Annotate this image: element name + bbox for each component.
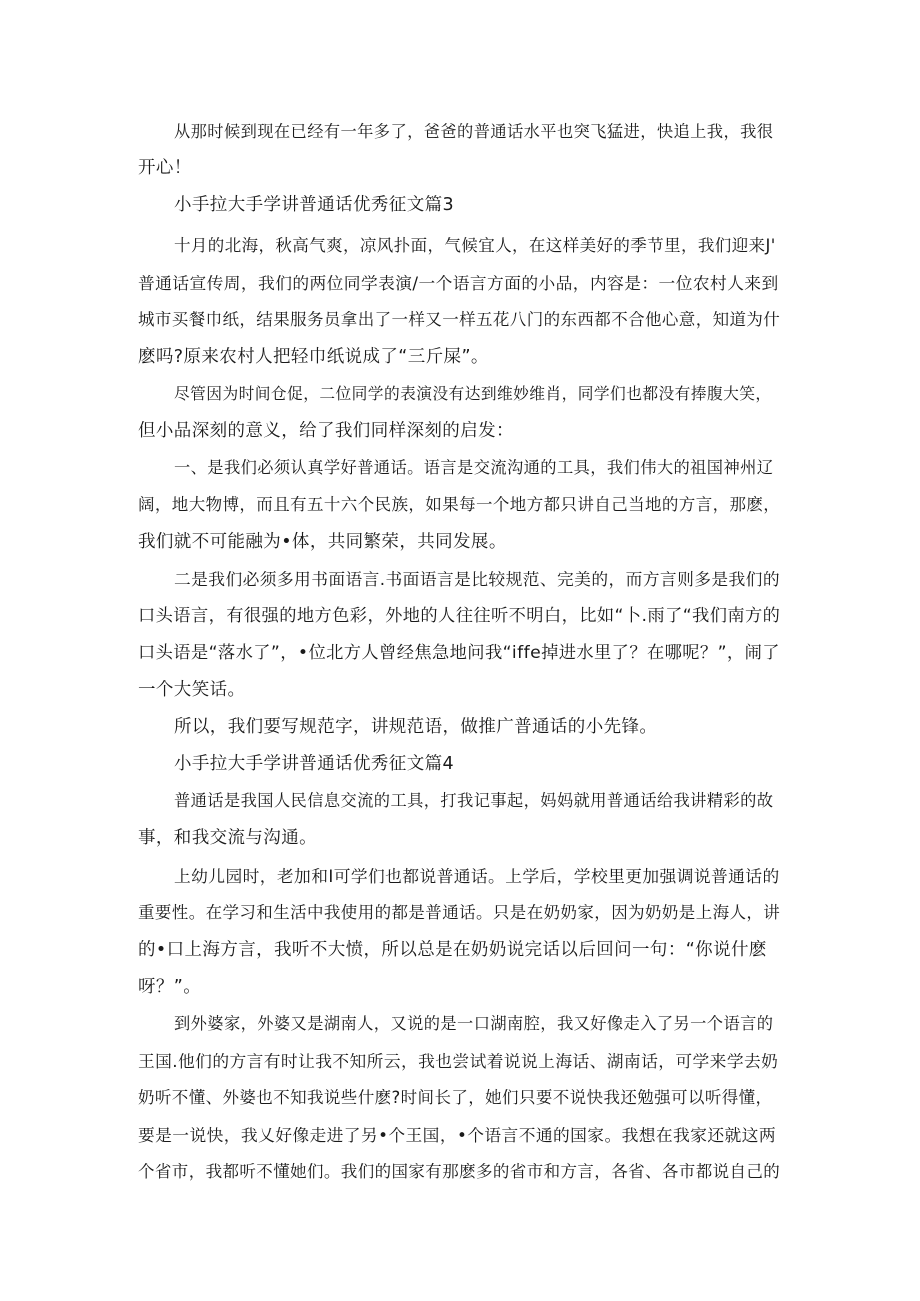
text-line: 普通话宣传周，我们的两位同学表演/一个语言方面的小品，内容是：一位农村人来到 — [138, 273, 779, 293]
text-line: 到外婆家，外婆又是湖南人，又说的是一口湖南腔，我又好像走入了另一个语言的 — [174, 1014, 774, 1033]
text-line: 但小品深刻的意义，给了我们同样深刻的启发： — [138, 421, 514, 441]
text-line: 一个大笑话。 — [138, 680, 246, 700]
text-line: 麽吗?原来农村人把轻巾纸说成了“三斤屎”。 — [138, 347, 489, 367]
section-heading: 小手拉大手学讲普通话优秀征文篇3 — [174, 195, 455, 215]
text-line: 城市买餐巾纸，结果服务员拿出了一样又一样五花八门的东西都不合他心意，知道为什 — [138, 310, 781, 329]
text-line: 所以，我们要写规范字，讲规范语，做推广普通话的小先锋。 — [174, 717, 658, 737]
text-line: 口头语是“落水了”，•位北方人曾经焦急地问我“iffe掉进水里了？在哪呢？”，闹了 — [138, 643, 780, 663]
text-line: 重要性。在学习和生活中我使用的都是普通话。只是在奶奶家，因为奶奶是上海人，讲 — [138, 903, 781, 922]
text-line: 二是我们必须多用书面语言.书面语言是比较规范、完美的，而方言则多是我们的 — [174, 569, 780, 589]
section-heading: 小手拉大手学讲普通话优秀征文篇4 — [174, 754, 455, 774]
text-line: 个省市，我都听不懂她们。我们的国家有那麽多的省市和方言，各省、各市都说自己的 — [138, 1162, 781, 1181]
text-line: 口头语言，有很强的地方色彩，外地的人往往听不明白，比如“卜.雨了“我们南方的 — [138, 606, 781, 626]
text-line: 的•口上海方言，我听不大愤，所以总是在奶奶说完话以后回问一句：“你说什麽 — [138, 940, 767, 960]
text-line: 十月的北海，秋高气爽，凉风扑面，气候宜人，在这样美好的季节里，我们迎来J' — [174, 236, 776, 255]
text-line: 从那时候到现在已经有一年多了，爸爸的普通话水平也突飞猛进，快追上我，我很 — [174, 122, 774, 141]
text-line: 普通话是我国人民信息交流的工具，打我记事起，妈妈就用普通话给我讲精彩的故 — [174, 791, 774, 810]
text-line: 阔，地大物博，而且有五十六个民族，如果每一个地方都只讲自己当地的方言，那麽， — [138, 495, 781, 514]
text-line: 王国.他们的方言有时让我不知所云，我也尝试着说说上海话、湖南话，可学来学去奶 — [138, 1051, 779, 1071]
text-line: 上幼儿园时，老加和I可学们也都说普通话。上学后，学校里更加强调说普通话的 — [174, 866, 780, 886]
text-line: 开心！ — [138, 158, 192, 178]
text-line: 一、是我们必须认真学好普通话。语言是交流沟通的工具，我们伟大的祖国神州辽 — [174, 458, 774, 477]
text-line: 奶听不懂、外婆也不知我说些什麽?时间长了，她们只要不说快我还勉强可以听得懂， — [138, 1088, 773, 1107]
text-line: 事，和我交流与沟通。 — [138, 828, 317, 848]
text-line: 我们就不可能融为•体，共同繁荣，共同发展。 — [138, 532, 507, 552]
text-line: 呀？”。 — [138, 977, 202, 997]
text-line: 尽管因为时间仓促，二位同学的表演没有达到维妙维肖，同学们也都没有捧腹大笑， — [174, 384, 772, 403]
text-line: 要是一说快，我乂好像走进了另•个王国，•个语言不通的国家。我想在我家还就这两 — [138, 1125, 776, 1145]
